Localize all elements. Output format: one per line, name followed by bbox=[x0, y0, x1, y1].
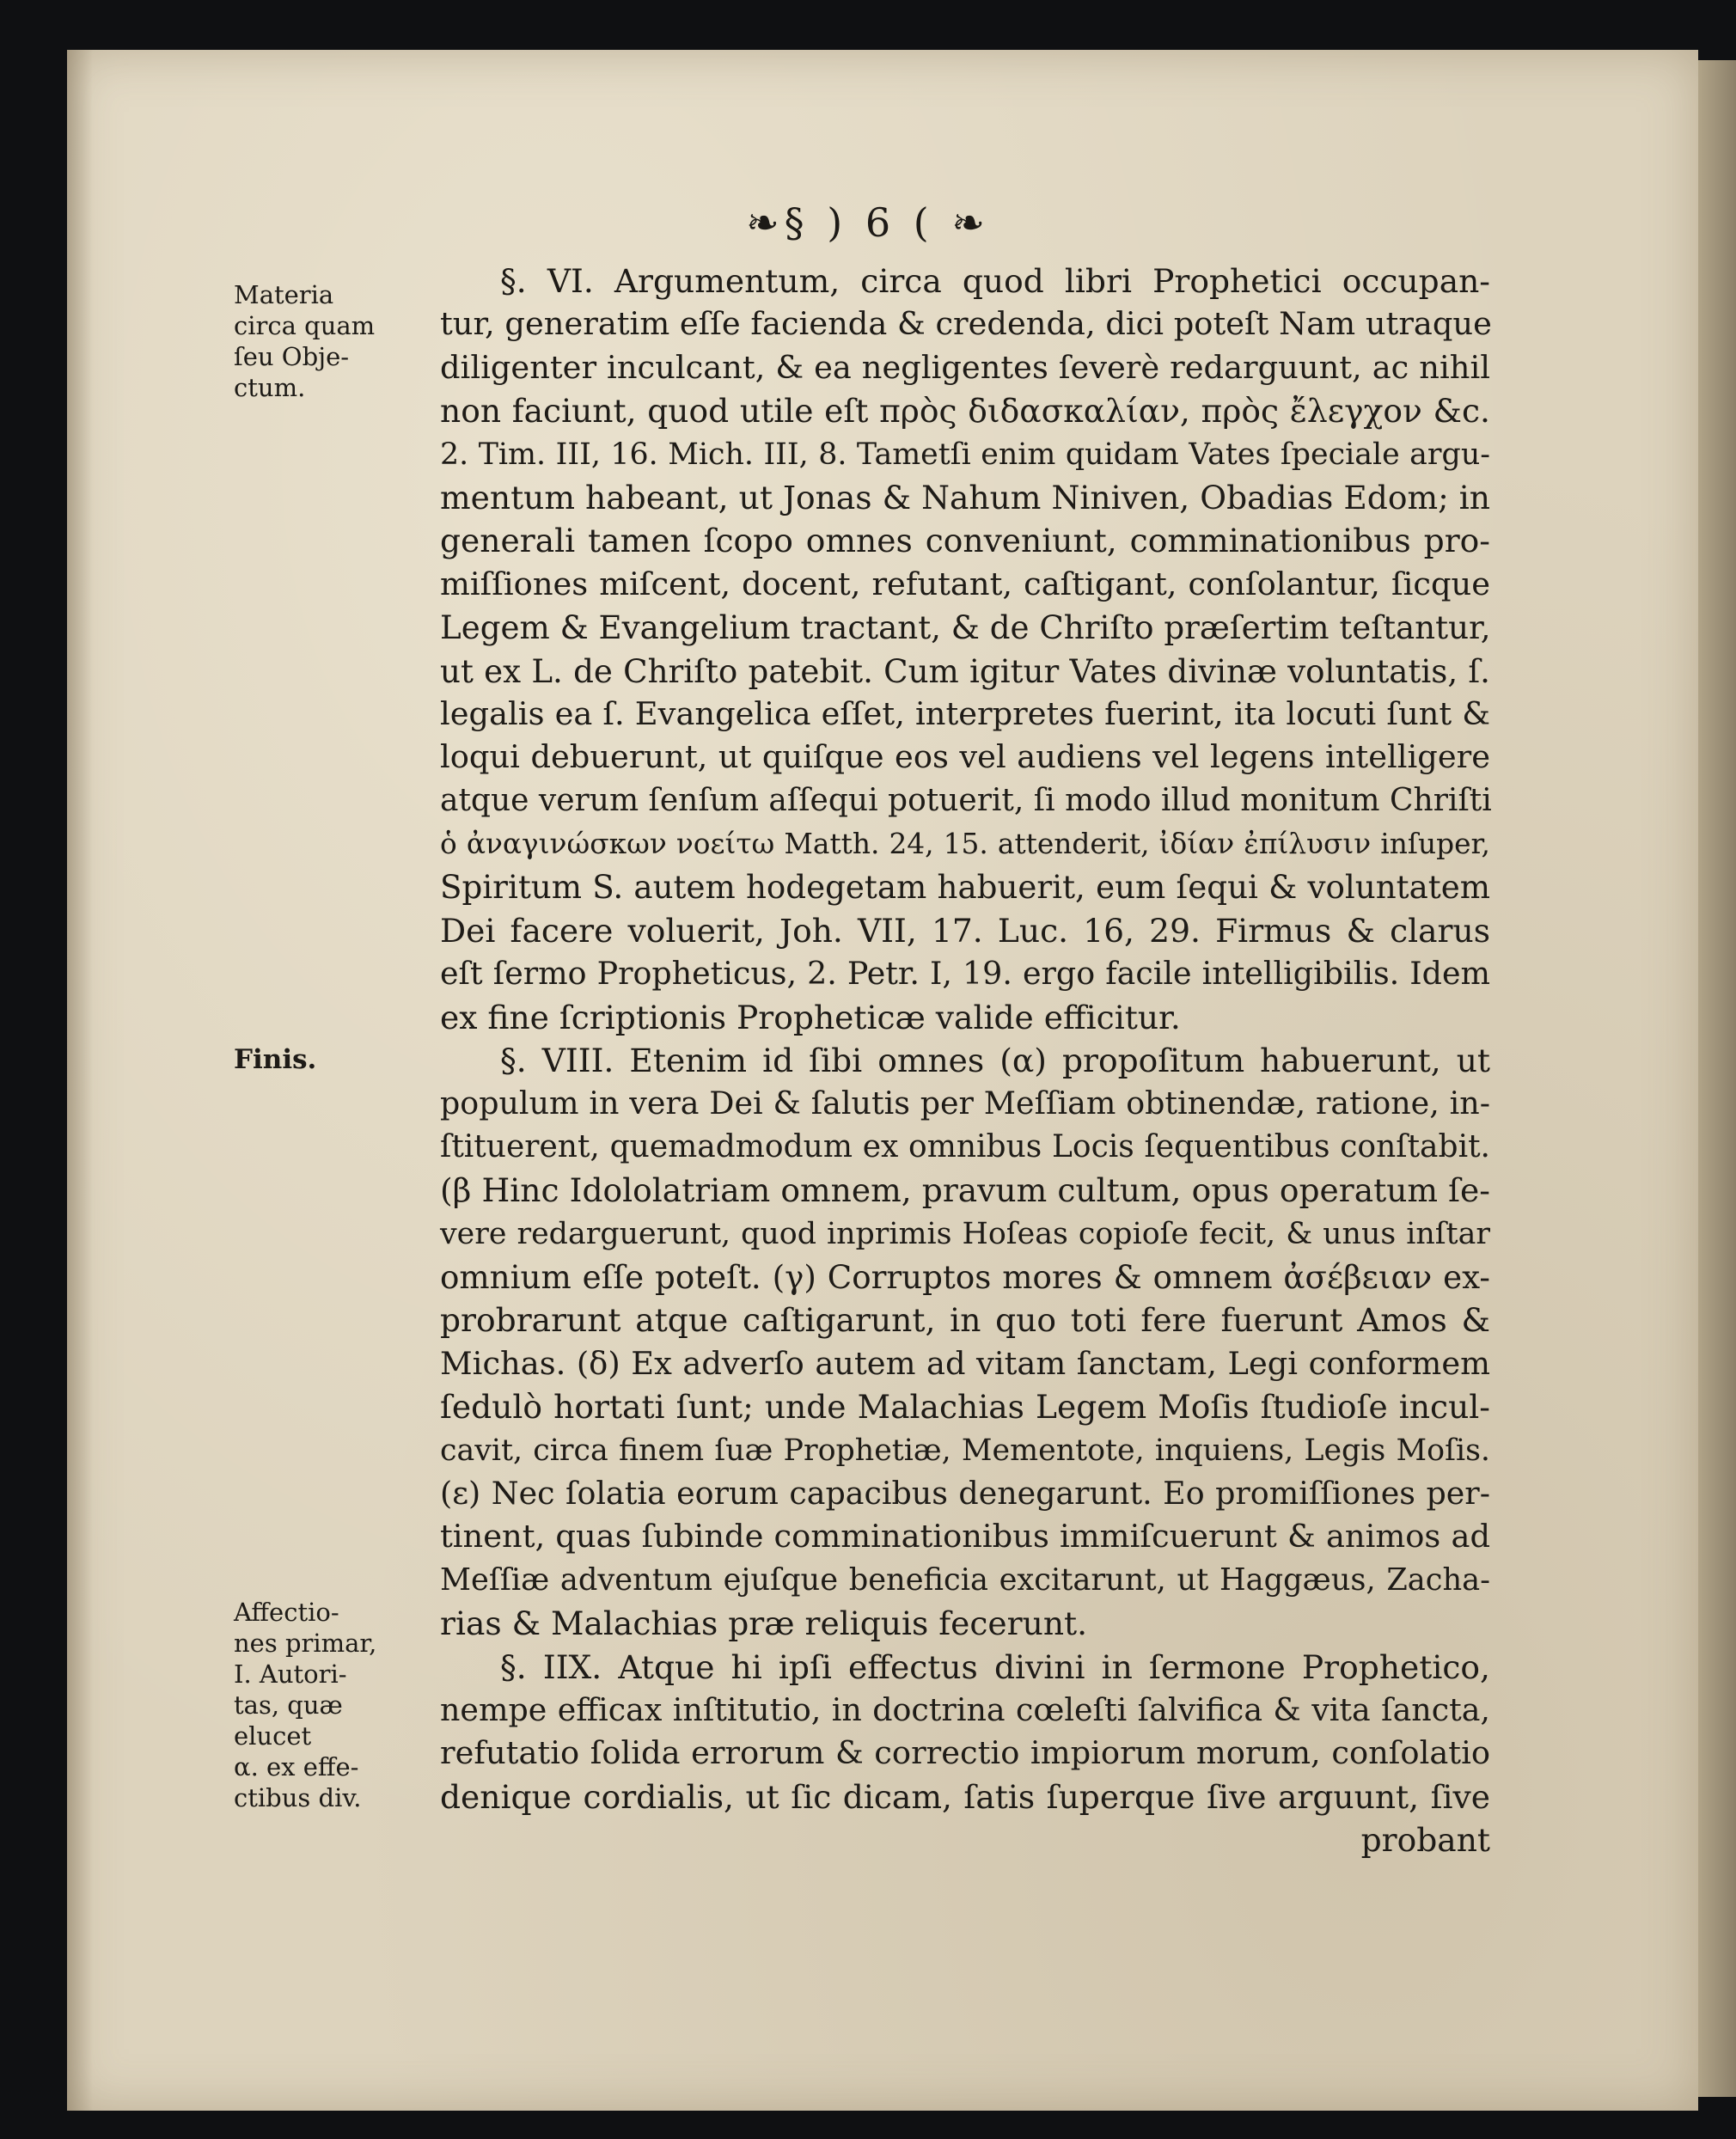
page-header: ❧§ ) 6 ( ❧ bbox=[746, 199, 990, 246]
text-line: mentum habeant, ut Jonas & Nahum Niniven, Obadias Edom; in bbox=[440, 478, 1490, 516]
text-line: Legem & Evangelium tractant, & de Chriſto præſertim teſtantur, bbox=[440, 608, 1491, 647]
text-line: eſt ſermo Propheticus, 2. Petr. I, 19. ergo facile intelligibilis. Idem bbox=[440, 955, 1490, 993]
text-line: 2. Tim. III, 16. Mich. III, 8. Tametſi enim quidam Vates ſpeciale argu- bbox=[440, 437, 1490, 472]
text-line: §. VI. Argumentum, circa quod libri Prophetici occupan- bbox=[500, 262, 1490, 300]
margin-line: Materia bbox=[234, 280, 334, 309]
margin-line: tas, quæ bbox=[234, 1690, 343, 1720]
margin-line: α. ex effe- bbox=[234, 1752, 359, 1781]
text-line: (ε) Nec ſolatia eorum capacibus denegarunt. Eo promiſſiones per- bbox=[440, 1474, 1490, 1512]
text-line: ſtituerent, quemadmodum ex omnibus Locis ſequentibus conſtabit. bbox=[440, 1128, 1490, 1164]
text-line: loqui debuerunt, ut quiſque eos vel audiens vel legens intelligere bbox=[440, 738, 1490, 776]
text-line: tur, generatim eſſe facienda & credenda, dici poteſt Nam utraque bbox=[440, 305, 1492, 343]
text-line: §. IIX. Atque hi ipſi effectus divini in ſermone Prophetico, bbox=[500, 1647, 1490, 1686]
text-line: omnium eſſe poteſt. (γ) Corruptos mores & omnem ἀσέβειαν ex- bbox=[440, 1257, 1490, 1296]
text-line: rias & Malachias præ reliquis fecerunt. bbox=[440, 1604, 1088, 1643]
text-line: legalis ea ſ. Evangelica eſſet, interpretes fuerint, ita locuti ſunt & bbox=[440, 694, 1490, 732]
catchword: probant bbox=[1360, 1821, 1490, 1860]
text-line: nempe efficax inſtitutio, in doctrina cœleſti ſalvifica & vita ſancta, bbox=[440, 1690, 1490, 1728]
text-line: miſſiones miſcent, docent, refutant, caſtigant, conſolantur, ſicque bbox=[440, 565, 1490, 602]
margin-note-finis bbox=[234, 1044, 436, 1075]
text-line: Dei facere voluerit, Joh. VII, 17. Luc. 16, 29. Firmus & clarus bbox=[440, 911, 1490, 950]
text-line: refutatio ſolida errorum & correctio impiorum morum, conſolatio bbox=[440, 1734, 1490, 1772]
text-line: (β Hinc Idololatriam omnem, pravum cultum, opus operatum ſe- bbox=[440, 1171, 1490, 1210]
margin-line: ſeu Obje- bbox=[234, 342, 350, 371]
margin-line: Finis. bbox=[234, 1044, 317, 1075]
text-line: non faciunt, quod utile eſt πρὸς διδασκαλίαν, πρὸς ἔλεγχον &c. bbox=[440, 392, 1490, 431]
text-line: ut ex L. de Chriſto patebit. Cum igitur Vates divinæ voluntatis, ſ. bbox=[440, 651, 1490, 690]
margin-line: elucet bbox=[234, 1721, 312, 1751]
text-line: cavit, circa finem ſuæ Prophetiæ, Mementote, inquiens, Legis Moſis. bbox=[440, 1433, 1490, 1468]
text-line: Michas. (δ) Ex adverſo autem ad vitam ſanctam, Legi conformem bbox=[440, 1344, 1490, 1382]
text-line: Meſſiæ adventum ejuſque beneficia excitarunt, ut Haggæus, Zacha- bbox=[440, 1561, 1490, 1598]
margin-line: Affectio- bbox=[234, 1598, 339, 1627]
margin-line: circa quam bbox=[234, 311, 376, 340]
text-line: generali tamen ſcopo omnes conveniunt, comminationibus pro- bbox=[440, 522, 1490, 560]
text-line: probrarunt atque caſtigarunt, in quo toti fere fuerunt Amos & bbox=[440, 1301, 1490, 1340]
text-line: ὁ ἀναγινώσκων νοείτω Matth. 24, 15. attenderit, ἰδίαν ἐπίλυσιν inſuper, bbox=[440, 828, 1490, 861]
text-line: diligenter inculcant, & ea negligentes ſeverè redarguunt, ac nihil bbox=[440, 348, 1490, 386]
body-text bbox=[440, 260, 1490, 1861]
text-line: tinent, quas ſubinde comminationibus immiſcuerunt & animos ad bbox=[440, 1518, 1490, 1555]
text-line: atque verum ſenſum aſſequi potuerit, ſi modo illud monitum Chriſti bbox=[440, 782, 1492, 818]
margin-line: ctibus div. bbox=[234, 1783, 362, 1812]
text-line: ſedulò hortati ſunt; unde Malachias Legem Moſis ſtudioſe incul- bbox=[440, 1388, 1490, 1427]
margin-note-materia bbox=[234, 279, 436, 403]
text-line: populum in vera Dei & ſalutis per Meſſiam obtinendæ, ratione, in- bbox=[440, 1085, 1490, 1122]
text-line: ex fine ſcriptionis Propheticæ valide efficitur. bbox=[440, 998, 1181, 1036]
margin-line: nes primar, bbox=[234, 1629, 377, 1658]
margin-note-affectiones bbox=[234, 1597, 436, 1813]
margin-line: ctum. bbox=[234, 373, 306, 402]
text-line: §. VIII. Etenim id ſibi omnes (α) propoſitum habuerunt, ut bbox=[500, 1042, 1490, 1080]
margin-line: I. Autori- bbox=[234, 1659, 347, 1689]
text-line: vere redarguerunt, quod inprimis Hoſeas copioſe fecit, & unus inſtar bbox=[440, 1216, 1490, 1251]
page-fold-shadow bbox=[67, 50, 93, 2111]
text-line: Spiritum S. autem hodegetam habuerit, eum ſequi & voluntatem bbox=[440, 868, 1490, 907]
text-line: denique cordialis, ut ſic dicam, ſatis ſuperque ſive arguunt, ſive bbox=[440, 1777, 1490, 1816]
